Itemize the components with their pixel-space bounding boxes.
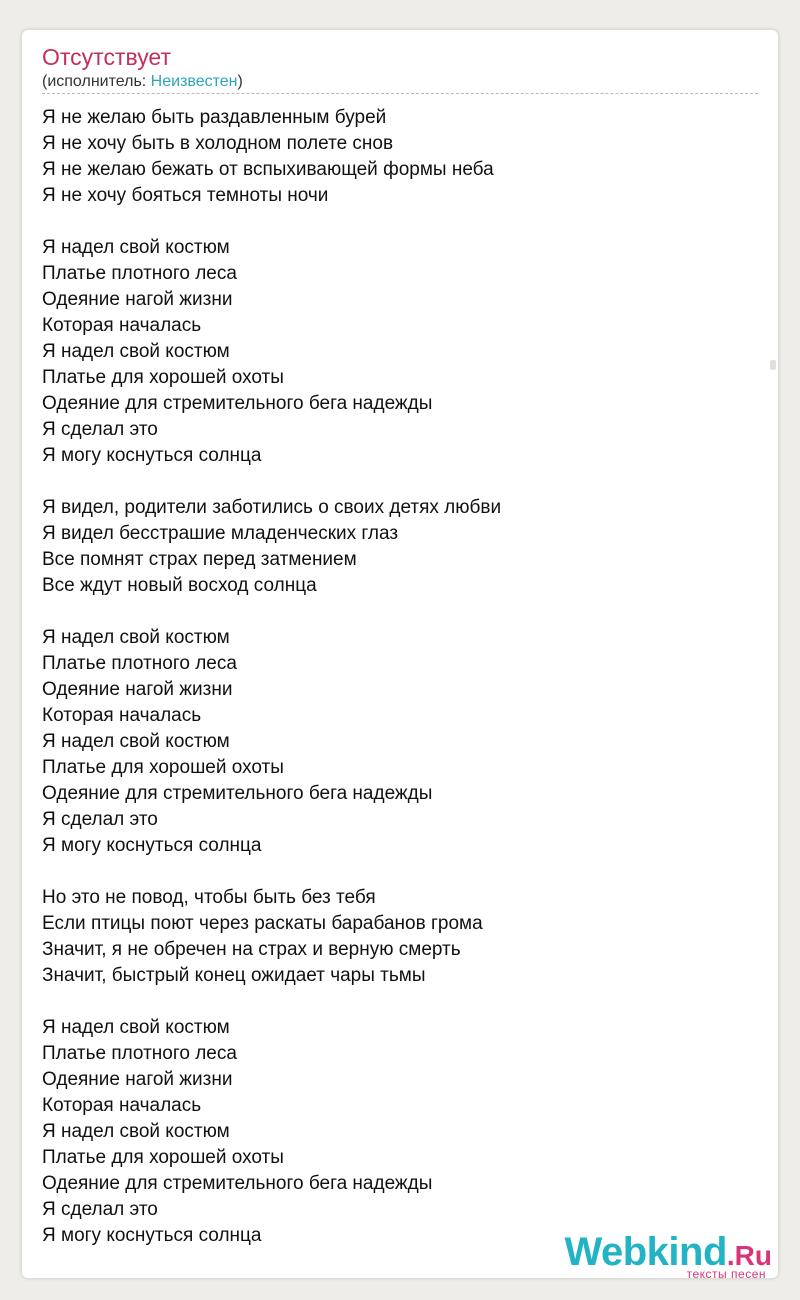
lyric-line: Я могу коснуться солнца bbox=[42, 445, 262, 466]
lyric-line: Которая началась bbox=[42, 1095, 202, 1116]
lyric-line: Я не желаю быть раздавленным бурей bbox=[42, 107, 387, 128]
lyric-line: Я надел свой костюм bbox=[42, 731, 230, 752]
stanza-break bbox=[42, 859, 742, 885]
logo-main-text: Webkind bbox=[564, 1230, 727, 1274]
lyric-line: Платье для хорошей охоты bbox=[42, 1147, 284, 1168]
lyric-line: Одеяние для стремительного бега надежды bbox=[42, 1173, 433, 1194]
lyric-line: Платье плотного леса bbox=[42, 653, 237, 674]
lyric-line: Я не хочу быть в холодном полете снов bbox=[42, 133, 394, 154]
lyric-line: Одеяние для стремительного бега надежды bbox=[42, 393, 433, 414]
artist-suffix: ) bbox=[237, 73, 243, 90]
stanza-break bbox=[42, 469, 742, 495]
scroll-marker bbox=[770, 360, 776, 370]
stanza-break bbox=[42, 209, 742, 235]
lyrics-body bbox=[42, 105, 742, 1249]
lyric-line: Я надел свой костюм bbox=[42, 1121, 230, 1142]
site-logo[interactable] bbox=[564, 1232, 772, 1280]
lyric-line: Я не желаю бежать от вспыхивающей формы неба bbox=[42, 159, 494, 180]
lyric-line: Значит, быстрый конец ожидает чары тьмы bbox=[42, 965, 426, 986]
divider bbox=[42, 93, 758, 94]
lyric-line: Если птицы поют через раскаты барабанов грома bbox=[42, 913, 483, 934]
lyric-line: Одеяние нагой жизни bbox=[42, 1069, 233, 1090]
artist-line bbox=[42, 73, 243, 91]
lyric-line: Я надел свой костюм bbox=[42, 627, 230, 648]
lyric-line: Все помнят страх перед затмением bbox=[42, 549, 357, 570]
lyric-line: Я сделал это bbox=[42, 419, 158, 440]
lyric-line: Платье для хорошей охоты bbox=[42, 367, 284, 388]
stanza-break bbox=[42, 599, 742, 625]
lyric-line: Я видел бесстрашие младенческих глаз bbox=[42, 523, 399, 544]
lyric-line: Я сделал это bbox=[42, 1199, 158, 1220]
lyric-line: Я могу коснуться солнца bbox=[42, 835, 262, 856]
lyric-line: Но это не повод, чтобы быть без тебя bbox=[42, 887, 376, 908]
lyric-line: Я сделал это bbox=[42, 809, 158, 830]
lyric-line: Я не хочу бояться темноты ночи bbox=[42, 185, 329, 206]
lyric-line: Которая началась bbox=[42, 705, 202, 726]
lyric-line: Все ждут новый восход солнца bbox=[42, 575, 317, 596]
lyric-line: Я видел, родители заботились о своих детях любви bbox=[42, 497, 502, 518]
artist-prefix: (исполнитель: bbox=[42, 73, 151, 90]
lyric-line: Одеяние нагой жизни bbox=[42, 289, 233, 310]
lyric-line: Платье плотного леса bbox=[42, 1043, 237, 1064]
lyric-line: Платье для хорошей охоты bbox=[42, 757, 284, 778]
logo-tagline: тексты песен bbox=[686, 1267, 766, 1281]
artist-link[interactable]: Неизвестен bbox=[150, 73, 238, 90]
logo-tld-text: .Ru bbox=[726, 1240, 772, 1271]
lyric-line: Одеяние нагой жизни bbox=[42, 679, 233, 700]
lyric-line: Я надел свой костюм bbox=[42, 341, 230, 362]
song-title: Отсутствует bbox=[42, 44, 171, 70]
lyric-line: Я надел свой костюм bbox=[42, 1017, 230, 1038]
lyric-line: Я надел свой костюм bbox=[42, 237, 230, 258]
lyric-line: Платье плотного леса bbox=[42, 263, 237, 284]
lyric-line: Значит, я не обречен на страх и верную смерть bbox=[42, 939, 461, 960]
lyric-line: Я могу коснуться солнца bbox=[42, 1225, 262, 1246]
stanza-break bbox=[42, 989, 742, 1015]
lyric-line: Одеяние для стремительного бега надежды bbox=[42, 783, 433, 804]
lyric-line: Которая началась bbox=[42, 315, 202, 336]
